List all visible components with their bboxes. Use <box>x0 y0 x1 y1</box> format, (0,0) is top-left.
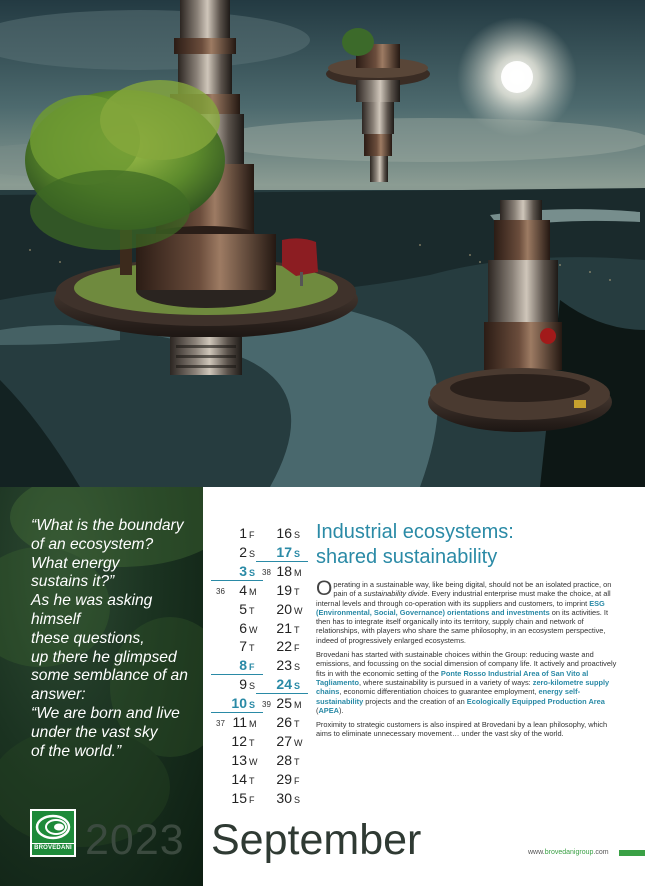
calendar-day <box>252 637 300 656</box>
logo-swirl-icon <box>32 811 74 843</box>
weekday-letter: T <box>294 756 300 767</box>
calendar-day <box>207 524 255 543</box>
text-run: on its activities. It then has to integrate itself organically into its territory, supply chain and network of relationships, with players who share the same philosophy, in an ecosystem perspective, indeed of progressively enlarged ecosystems. <box>316 607 609 645</box>
website-prefix: www. <box>528 849 545 856</box>
day-number: 12 <box>231 732 247 749</box>
day-number: 15 <box>231 789 247 806</box>
day-number: 25 <box>276 695 292 712</box>
highlight-text: ESG (Environmental, Social, Governance) orientations and investments <box>316 598 605 617</box>
day-number: 8 <box>239 657 247 674</box>
calendar-day <box>252 524 300 543</box>
article-paragraph <box>316 577 618 645</box>
calendar-day <box>207 770 255 789</box>
day-number: 16 <box>276 525 292 541</box>
calendar-day <box>252 581 300 600</box>
calendar-day <box>252 675 300 694</box>
weekday-letter: F <box>249 530 255 540</box>
calendar-day <box>252 619 300 638</box>
quote-line: As he was asking <box>31 592 153 610</box>
weekday-letter: M <box>294 567 302 578</box>
highlight-text: Ecologically Equipped Production Area <box>466 696 605 706</box>
calendar-day <box>252 751 300 770</box>
weekday-letter: W <box>294 737 303 748</box>
weekday-letter: S <box>294 681 301 692</box>
calendar-day <box>207 619 258 638</box>
day-number: 24 <box>276 676 292 693</box>
day-number: 7 <box>239 638 247 655</box>
article-title <box>316 520 514 570</box>
year-label: 2023 <box>85 816 185 864</box>
weekday-letter: M <box>249 586 257 597</box>
weekday-letter: F <box>249 794 255 805</box>
day-number: 19 <box>276 581 292 598</box>
calendar-day <box>207 656 255 675</box>
day-number: 21 <box>276 619 292 636</box>
website-link[interactable] <box>528 849 609 856</box>
highlight-text: zero-kilometre supply chains <box>316 677 610 697</box>
quote-line: answer: <box>31 686 86 704</box>
day-number: 18 <box>276 562 292 579</box>
calendar-day <box>252 789 300 808</box>
calendar-day <box>252 543 300 562</box>
text-run: , economic differentiation choices to guarantee employment, <box>339 687 539 697</box>
logo-wordmark: BROVEDANI <box>32 844 74 852</box>
day-number: 5 <box>239 600 247 617</box>
calendar-day <box>252 713 300 732</box>
weekday-letter: S <box>294 662 301 673</box>
weekday-letter: T <box>294 624 300 635</box>
weekday-letter: F <box>294 775 300 786</box>
article-paragraph <box>316 650 618 715</box>
quote-line: What energy <box>31 554 120 572</box>
calendar-day <box>252 562 302 581</box>
calendar-day <box>252 600 303 619</box>
article-title-line: Industrial ecosystems: <box>316 521 514 543</box>
green-accent-bar <box>619 850 645 856</box>
website-suffix: .com <box>593 849 609 856</box>
day-number: 4 <box>239 581 247 598</box>
text-run: Brovedani has started with sustainable choices within the Group: reducing waste and emissions, and focussing on the social dimension of company life. It actively and proactively fits in with the economic setting of the <box>316 650 617 678</box>
day-number: 17 <box>276 543 292 560</box>
article-title-line: shared sustainability <box>316 546 498 568</box>
quote-line: sustains it?” <box>31 573 115 591</box>
highlight-text: energy self-sustainability <box>316 687 581 706</box>
calendar-day <box>207 637 255 656</box>
weekday-letter: F <box>249 662 255 673</box>
weekday-letter: F <box>294 643 300 654</box>
week-number: 38 <box>262 567 271 577</box>
calendar-day <box>207 562 255 581</box>
sun <box>501 61 533 93</box>
calendar-day <box>207 600 255 619</box>
day-number: 6 <box>239 619 247 636</box>
month-label: September <box>211 816 422 864</box>
quote-line: of an ecosystem? <box>31 535 154 553</box>
calendar-day <box>207 581 257 600</box>
weekday-letter: T <box>249 737 255 748</box>
week-number: 37 <box>216 719 225 728</box>
weekday-letter: T <box>294 719 300 729</box>
weekday-letter: W <box>249 624 258 635</box>
website-name: brovedanigroup <box>544 849 594 856</box>
weekday-letter: S <box>294 530 301 540</box>
quote-line: “We are born and live <box>31 704 180 722</box>
highlight-text: Ponte Rosso Industrial Area of San Vito al Tagliamento <box>316 668 589 687</box>
weekday-letter: T <box>249 605 255 616</box>
day-number: 29 <box>276 770 292 787</box>
day-number: 3 <box>239 562 247 579</box>
day-number: 1 <box>239 525 247 541</box>
day-number: 23 <box>276 657 292 674</box>
week-number: 36 <box>216 586 225 596</box>
calendar-day <box>252 694 302 713</box>
weekday-letter: T <box>249 775 255 786</box>
day-number: 26 <box>276 714 292 730</box>
weekday-letter: W <box>294 605 303 616</box>
text-run: ). <box>339 705 344 715</box>
weekday-letter: S <box>249 681 256 692</box>
quote-line: under the vast sky <box>31 723 158 741</box>
weekday-letter: T <box>294 586 300 597</box>
day-number: 27 <box>276 732 292 749</box>
day-number: 2 <box>239 543 247 560</box>
calendar-day <box>252 656 300 675</box>
text-run: perating in a sustainable way, like being digital, should not be an isolated practice, on pain of a <box>333 580 612 599</box>
text-run: projects and the creation of an <box>363 696 467 706</box>
day-number: 13 <box>231 751 247 768</box>
logo-underline <box>32 852 74 855</box>
weekday-letter: S <box>294 794 301 805</box>
calendar-day <box>207 694 255 713</box>
week-number: 39 <box>262 700 271 710</box>
calendar-day <box>207 789 255 808</box>
day-number: 30 <box>276 789 292 806</box>
day-number: 9 <box>239 676 247 693</box>
day-number: 22 <box>276 638 292 655</box>
quote-line: of the world.” <box>31 742 122 760</box>
text-run: . Every industrial enterprise must make the choice, at all internal levels and through co-operation with its suppliers and customers, to imprint <box>316 589 611 608</box>
quote-text <box>31 517 199 761</box>
day-number: 14 <box>231 770 247 787</box>
article-paragraph: Proximity to strategic customers is also inspired at Brovedani by a lean philosophy, which aims to eliminate unnecessary movement… under the vast sky of the world. <box>316 720 608 739</box>
drop-cap: O <box>316 577 333 600</box>
weekday-letter: S <box>249 548 256 559</box>
brovedani-logo <box>30 809 76 857</box>
highlight-text: APEA <box>318 705 340 715</box>
weekday-letter: W <box>249 756 258 767</box>
day-number: 20 <box>276 600 292 617</box>
quote-line: some semblance of an <box>31 667 188 685</box>
text-run: , where sustainability is pursued in a variety of ways: <box>358 677 533 687</box>
calendar-day <box>207 732 255 751</box>
weekday-letter: S <box>249 567 256 578</box>
article-body <box>316 577 618 744</box>
calendar-day <box>207 713 257 732</box>
day-number: 28 <box>276 751 292 768</box>
weekday-letter: S <box>249 700 256 711</box>
quote-line: “What is the boundary <box>31 517 184 534</box>
weekday-letter: S <box>294 548 301 559</box>
quote-line: himself <box>31 610 81 628</box>
day-number: 10 <box>231 695 247 712</box>
calendar-day <box>207 543 255 562</box>
calendar-day <box>252 770 300 789</box>
calendar-day <box>252 732 303 751</box>
calendar-day <box>207 675 255 694</box>
weekday-letter: T <box>249 643 255 654</box>
text-run: ( <box>316 705 319 715</box>
quote-line: up there he glimpsed <box>31 648 177 666</box>
weekday-letter: M <box>249 719 257 729</box>
calendar-day <box>207 751 258 770</box>
logo-mark <box>32 811 74 843</box>
day-number: 11 <box>232 714 247 730</box>
emphasis-text: sustainability divide <box>363 589 428 599</box>
weekday-letter: M <box>294 700 302 711</box>
quote-line: these questions, <box>31 629 145 647</box>
